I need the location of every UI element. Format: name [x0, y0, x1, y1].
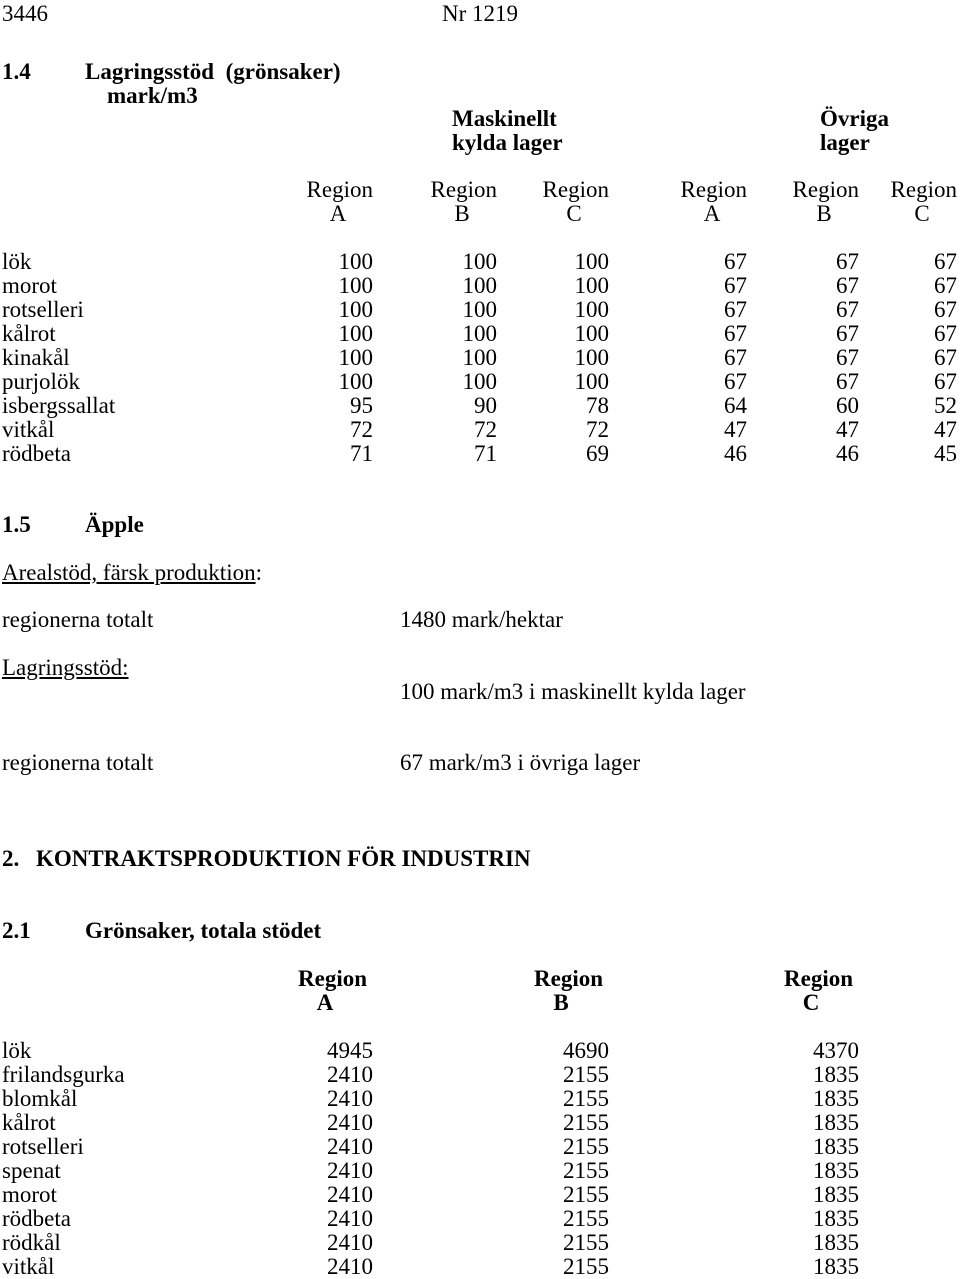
region-letter-row [0, 202, 960, 226]
table-row [0, 298, 960, 322]
table-cell: 100 [338, 369, 373, 394]
table-cell: 1835 [813, 1158, 859, 1183]
table-cell: 100 [338, 321, 373, 346]
table-cell: 67 [836, 297, 859, 322]
table-row [0, 1087, 960, 1111]
table-cell: 67 [724, 369, 747, 394]
table-cell: 2155 [563, 1086, 609, 1111]
region-header-word: Region [542, 177, 609, 202]
vegetable-name: vitkål [2, 1254, 55, 1279]
table-cell: 1835 [813, 1134, 859, 1159]
area-row-label: regionerna totalt [2, 607, 154, 632]
table-cell: 64 [724, 393, 747, 418]
table-row [0, 1111, 960, 1135]
table-cell: 67 [934, 369, 957, 394]
vegetable-name: frilandsgurka [2, 1062, 125, 1087]
group-header-maskinellt-line1: Maskinellt [452, 106, 557, 131]
area-row-value: 1480 mark/hektar [400, 607, 563, 632]
table-cell: 67 [724, 345, 747, 370]
table-cell: 2155 [563, 1206, 609, 1231]
table-cell: 67 [836, 249, 859, 274]
table-cell: 72 [586, 417, 609, 442]
table-cell: 100 [462, 297, 497, 322]
table-cell: 4945 [327, 1038, 373, 1063]
region-header-word: Region [430, 177, 497, 202]
table-cell: 1835 [813, 1230, 859, 1255]
table-cell: 60 [836, 393, 859, 418]
storage-value-other: 67 mark/m3 i övriga lager [400, 750, 641, 775]
table-cell: 100 [574, 345, 609, 370]
table-cell: 2155 [563, 1230, 609, 1255]
table-cell: 100 [574, 369, 609, 394]
region-header-word: Region [890, 177, 957, 202]
table-cell: 71 [474, 441, 497, 466]
storage-value-machine-cooled: 100 mark/m3 i maskinellt kylda lager [400, 679, 746, 704]
table-cell: 100 [574, 321, 609, 346]
table-cell: 100 [462, 345, 497, 370]
table-row [0, 1039, 960, 1063]
table-cell: 67 [934, 273, 957, 298]
table-cell: 100 [338, 297, 373, 322]
section-1-5-number: 1.5 [2, 512, 31, 537]
table-cell: 67 [724, 249, 747, 274]
storage-support-label: Lagringsstöd: [2, 655, 129, 680]
table-cell: 67 [836, 345, 859, 370]
table-cell: 47 [934, 417, 957, 442]
table-cell: 100 [338, 273, 373, 298]
table-cell: 67 [724, 273, 747, 298]
table-cell: 100 [338, 345, 373, 370]
table-cell: 100 [462, 273, 497, 298]
vegetable-name: kålrot [2, 1110, 56, 1135]
table-cell: 45 [934, 441, 957, 466]
table-row [0, 322, 960, 346]
section-2-1-title: Grönsaker, totala stödet [85, 918, 322, 943]
region-header-letter: A [329, 201, 347, 226]
table-cell: 2155 [563, 1182, 609, 1207]
table-cell: 1835 [813, 1086, 859, 1111]
region-header-letter: B [816, 201, 832, 226]
table-cell: 100 [462, 369, 497, 394]
table-cell: 2410 [327, 1254, 373, 1279]
table-row [0, 1183, 960, 1207]
region-header-word: Region [784, 966, 853, 991]
section-1-4-number: 1.4 [2, 59, 31, 84]
table-cell: 71 [350, 441, 373, 466]
section-2-1-number: 2.1 [2, 918, 31, 943]
region-header-word: Region [680, 177, 747, 202]
table-cell: 2155 [563, 1158, 609, 1183]
area-support-label: Arealstöd, färsk produktion [2, 560, 256, 585]
vegetable-name: morot [2, 273, 57, 298]
vegetable-name: kinakål [2, 345, 70, 370]
table-cell: 2155 [563, 1134, 609, 1159]
table-cell: 67 [836, 321, 859, 346]
vegetable-name: kålrot [2, 321, 56, 346]
section-2-title: KONTRAKTSPRODUKTION FÖR INDUSTRIN [36, 846, 531, 871]
vegetable-name: rotselleri [2, 297, 84, 322]
table-cell: 2410 [327, 1206, 373, 1231]
table-row [0, 1063, 960, 1087]
region-header-word: Region [792, 177, 859, 202]
vegetable-name: purjolök [2, 369, 80, 394]
vegetable-name: lök [2, 249, 32, 274]
region-word-row [0, 967, 960, 991]
table-cell: 67 [934, 297, 957, 322]
section-1-4-title: Lagringsstöd (grönsaker) [85, 59, 341, 84]
table-cell: 78 [586, 393, 609, 418]
storage-row-label: regionerna totalt [2, 750, 154, 775]
document-number: Nr 1219 [442, 1, 519, 26]
table-cell: 69 [586, 441, 609, 466]
table-row [0, 1207, 960, 1231]
table-cell: 90 [474, 393, 497, 418]
table-cell: 2410 [327, 1182, 373, 1207]
vegetable-name: rödbeta [2, 441, 71, 466]
table-cell: 2410 [327, 1062, 373, 1087]
table-cell: 1835 [813, 1254, 859, 1279]
table-cell: 4690 [563, 1038, 609, 1063]
table-row [0, 1255, 960, 1279]
table-cell: 95 [350, 393, 373, 418]
table-cell: 2410 [327, 1134, 373, 1159]
table-row [0, 418, 960, 442]
group-header-maskinellt-line2: kylda lager [452, 130, 563, 155]
table-cell: 4370 [813, 1038, 859, 1063]
table-cell: 2410 [327, 1110, 373, 1135]
table-cell: 46 [836, 441, 859, 466]
table-cell: 1835 [813, 1182, 859, 1207]
table-cell: 1835 [813, 1110, 859, 1135]
vegetable-name: vitkål [2, 417, 55, 442]
page-number: 3446 [2, 1, 48, 26]
vegetable-name: rödbeta [2, 1206, 71, 1231]
group-header-ovriga-line2: lager [820, 130, 870, 155]
table-cell: 46 [724, 441, 747, 466]
table-cell: 67 [836, 273, 859, 298]
region-header-letter: A [703, 201, 721, 226]
table-row [0, 1231, 960, 1255]
vegetable-name: blomkål [2, 1086, 78, 1111]
table-row [0, 250, 960, 274]
region-header-word: Region [306, 177, 373, 202]
table-cell: 47 [724, 417, 747, 442]
region-header-letter: C [914, 201, 930, 226]
section-1-5-title: Äpple [85, 512, 144, 537]
table-row [0, 370, 960, 394]
area-support-heading [2, 561, 262, 585]
table-cell: 100 [574, 249, 609, 274]
table-row [0, 1159, 960, 1183]
table-cell: 67 [934, 249, 957, 274]
group-header-ovriga-line1: Övriga [820, 106, 889, 131]
table-cell: 2155 [563, 1110, 609, 1135]
table-cell: 67 [836, 369, 859, 394]
section-2-number: 2. [2, 846, 20, 871]
table-cell: 67 [934, 321, 957, 346]
region-letter-row [0, 991, 960, 1015]
table-cell: 100 [574, 273, 609, 298]
vegetable-name: isbergssallat [2, 393, 116, 418]
table-cell: 2155 [563, 1062, 609, 1087]
region-header-letter: A [316, 990, 334, 1015]
region-header-letter: C [566, 201, 582, 226]
table-cell: 1835 [813, 1062, 859, 1087]
region-header-letter: B [454, 201, 470, 226]
region-header-word: Region [298, 966, 367, 991]
table-cell: 2410 [327, 1086, 373, 1111]
table-cell: 2155 [563, 1254, 609, 1279]
table-row [0, 394, 960, 418]
table-row [0, 442, 960, 466]
table-cell: 100 [462, 249, 497, 274]
table-cell: 100 [338, 249, 373, 274]
vegetable-name: lök [2, 1038, 32, 1063]
region-header-letter: B [553, 990, 569, 1015]
table-row [0, 346, 960, 370]
table-cell: 100 [574, 297, 609, 322]
vegetable-name: spenat [2, 1158, 61, 1183]
table-cell: 67 [934, 345, 957, 370]
table-cell: 1835 [813, 1206, 859, 1231]
region-word-row [0, 178, 960, 202]
table-cell: 2410 [327, 1230, 373, 1255]
area-support-colon: : [255, 560, 262, 585]
vegetable-name: morot [2, 1182, 57, 1207]
table-row [0, 274, 960, 298]
table-cell: 47 [836, 417, 859, 442]
table-cell: 72 [350, 417, 373, 442]
table-cell: 100 [462, 321, 497, 346]
table-cell: 52 [934, 393, 957, 418]
region-header-letter: C [802, 990, 820, 1015]
table-cell: 72 [474, 417, 497, 442]
vegetable-name: rotselleri [2, 1134, 84, 1159]
table-cell: 2410 [327, 1158, 373, 1183]
vegetable-name: rödkål [2, 1230, 61, 1255]
section-1-4-unit: mark/m3 [107, 83, 198, 108]
table-cell: 67 [724, 297, 747, 322]
region-header-word: Region [534, 966, 603, 991]
table-cell: 67 [724, 321, 747, 346]
table-row [0, 1135, 960, 1159]
